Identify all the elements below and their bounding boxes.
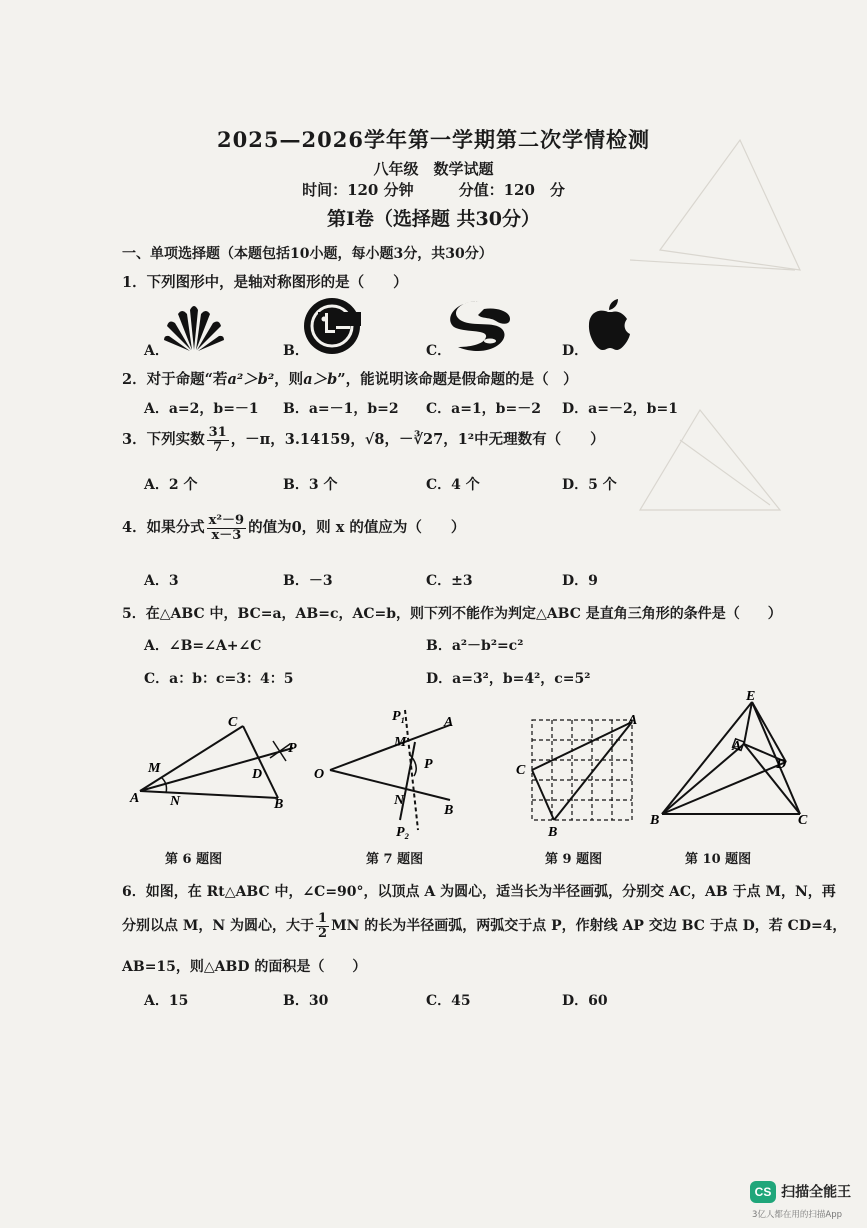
q2-option-c: C．a=1，b=－2 [426, 401, 541, 417]
fig10-label-b: B [650, 813, 660, 828]
q5-option-c: C．a：b：c=3：4：5 [144, 671, 294, 687]
q1-label-b: B． [283, 343, 309, 359]
fig10-label-a: A [732, 739, 742, 754]
q4-option-c: C．±3 [426, 573, 473, 589]
fig6-label-m: M [148, 761, 161, 776]
section-heading: 第Ⅰ卷（选择题 共30分） [327, 208, 540, 230]
q3-option-c: C．4 个 [426, 477, 480, 493]
figure-10-caption: 第 10 题图 [685, 852, 752, 867]
q3-option-a: A．2 个 [144, 477, 198, 493]
q2-stem: 2．对于命题“若a²＞b²，则a＞b”，能说明该命题是假命题的是（ ） [122, 371, 578, 388]
apple-logo-icon [585, 298, 631, 352]
q4-option-a: A．3 [144, 573, 179, 589]
figure-9-diagram [514, 712, 644, 837]
fig6-label-n: N [170, 794, 181, 809]
q6-stem-line3: AB=15，则△ABD 的面积是（ ） [122, 959, 367, 975]
q6-stem-line1: 6．如图，在 Rt△ABC 中，∠C=90°，以顶点 A 为圆心，适当长为半径画弧，分别交 AC，AB 于点 M，N，再 [122, 884, 836, 900]
q5-option-b: B．a²－b²=c² [426, 638, 524, 654]
snake-logo-icon [444, 297, 516, 355]
q6-stem-line2: 分别以点 M，N 为圆心，大于 $\frac{1}{2}$ MN 的长为半径画弧，两弧交于点 P，作射线 AP 交边 BC 于点 D，若 CD=4， [122, 911, 847, 941]
q3-stem: 3．下列实数 $\frac{31}{7}$ ，－π，3.14159，√8，－∛27，1²中无理数有（ ） [122, 425, 605, 455]
q2-option-d: D．a=－2，b=1 [562, 401, 678, 417]
q1-label-a: A． [144, 343, 169, 359]
fig6-label-b: B [274, 797, 284, 812]
grade-subject: 八年级 数学试题 [373, 160, 494, 178]
scanner-app-name: 扫描全能王 [781, 1184, 852, 1201]
fig9-label-b: B [548, 825, 558, 837]
q5-stem: 5．在△ABC 中，BC=a，AB=c，AC=b，则下列不能作为判定△ABC 是直角三角形的条件是（ ） [122, 606, 782, 622]
q2-option-b: B．a=－1，b=2 [283, 401, 399, 417]
q4-option-d: D．9 [562, 573, 598, 589]
figure-10-diagram [648, 690, 820, 830]
q4-fraction: $\frac{\text{x²－9}}{x-3}$ [208, 513, 245, 543]
fig7-label-b: B [444, 803, 454, 818]
q3-fraction: $\frac{31}{7}$ [208, 425, 227, 455]
q6-option-d: D．60 [562, 993, 608, 1009]
figure-6-caption: 第 6 题图 [165, 852, 223, 867]
fig7-label-p2: P₂ [396, 825, 410, 840]
time-score-line: 时间：120 分钟 分值：120 分 [302, 181, 565, 199]
q5-option-d: D．a=3²，b=4²，c=5² [426, 671, 591, 687]
fig7-label-n: N [394, 793, 405, 808]
q1-label-d: D． [562, 343, 589, 359]
q4-option-b: B．－3 [283, 573, 333, 589]
fig7-label-o: O [314, 767, 325, 782]
q2-option-a: A．a=2，b=－1 [144, 401, 259, 417]
scanner-watermark [750, 1181, 851, 1203]
fig9-label-a: A [628, 713, 638, 728]
figure-7-diagram [310, 700, 470, 840]
fig10-label-d: D [776, 757, 787, 772]
scanner-tagline: 3亿人都在用的扫描App [752, 1210, 843, 1220]
fig7-label-m: M [394, 735, 407, 750]
exam-title: 2025—2026学年第一学期第二次学情检测 [217, 127, 650, 152]
part-heading: 一、单项选择题（本题包括10小题，每小题3分，共30分） [122, 246, 493, 262]
fig6-label-d: D [252, 767, 263, 782]
figure-7-caption: 第 7 题图 [366, 852, 424, 867]
q6-option-b: B．30 [283, 993, 329, 1009]
fig10-label-e: E [746, 690, 756, 704]
q4-stem: 4．如果分式 $\frac{\text{x²－9}}{x-3}$ 的值为0，则 x 的值应为（ ） [122, 513, 466, 543]
figure-6-diagram [128, 706, 308, 816]
q1-label-c: C． [426, 343, 452, 359]
q3-option-d: D．5 个 [562, 477, 617, 493]
fig10-label-c: C [798, 813, 808, 828]
fig6-label-p: P [288, 741, 297, 756]
huawei-logo-icon [163, 300, 225, 352]
q1-stem: 1．下列图形中，是轴对称图形的是（ ） [122, 274, 408, 291]
fig7-label-p1: P₁ [392, 709, 406, 724]
q6-option-c: C．45 [426, 993, 471, 1009]
fig9-label-c: C [516, 763, 526, 778]
q3-option-b: B．3 个 [283, 477, 338, 493]
q6-fraction: $\frac{1}{2}$ [318, 911, 328, 941]
camscanner-icon: CS [750, 1181, 776, 1203]
fig7-label-a: A [444, 715, 454, 730]
q5-option-a: A．∠B=∠A+∠C [144, 638, 262, 654]
fig6-label-a: A [130, 791, 140, 806]
lg-logo-icon [303, 297, 361, 355]
fig6-label-c: C [228, 715, 238, 730]
fig7-label-p: P [424, 757, 433, 772]
q6-option-a: A．15 [144, 993, 189, 1009]
figure-9-caption: 第 9 题图 [545, 852, 603, 867]
